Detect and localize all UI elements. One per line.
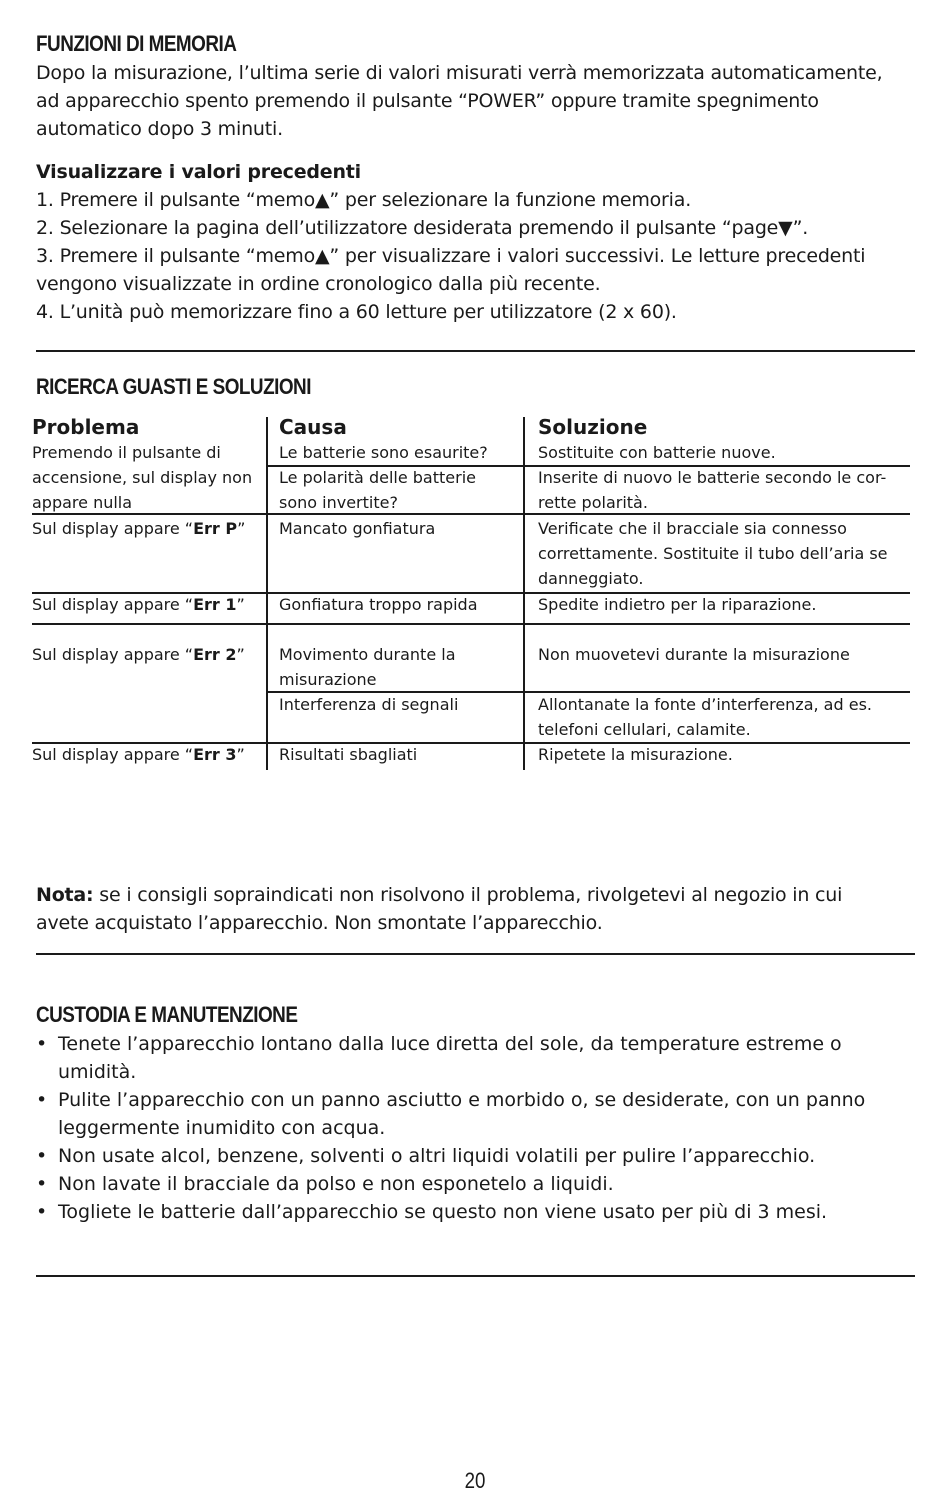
cell-text: ” xyxy=(237,519,246,538)
memory-step-line: 2. Selezionare la pagina dell’utilizzatore desiderata premendo il pulsante “page▼”. xyxy=(36,217,809,239)
memory-step-line: 1. Premere il pulsante “memo▲” per selezionare la funzione memoria. xyxy=(36,189,692,211)
memory-step-line: 4. L’unità può memorizzare fino a 60 letture per utilizzatore (2 x 60). xyxy=(36,301,677,323)
cell-line: Allontanate la fonte d’interferenza, ad es. xyxy=(538,695,872,714)
solution-cell xyxy=(538,465,886,515)
problem-cell xyxy=(32,440,252,515)
cell-line: rette polarità. xyxy=(538,493,648,512)
cell-text: Sul display appare “ xyxy=(32,519,194,538)
bullet-icon: • xyxy=(36,1145,48,1167)
troubleshooting-table xyxy=(32,415,912,770)
cell-line: sono invertite? xyxy=(279,493,398,512)
list-item xyxy=(36,1198,865,1226)
memory-intro-line: ad apparecchio spento premendo il pulsante “POWER” oppure tramite spegnimento xyxy=(36,90,819,112)
cause-cell: Mancato gonfiatura xyxy=(279,519,436,538)
list-item-line: Non usate alcol, benzene, solventi o altri liquidi volatili per pulire l’apparecchio. xyxy=(58,1145,816,1167)
list-item-line: Non lavate il bracciale da polso e non esponetelo a liquidi. xyxy=(58,1173,614,1195)
cell-text: ” xyxy=(236,745,245,764)
care-list xyxy=(36,1030,865,1226)
cell-line: telefoni cellulari, calamite. xyxy=(538,720,751,739)
memory-intro-line: Dopo la misurazione, l’ultima serie di valori misurati verrà memorizzata automaticamente, xyxy=(36,62,883,84)
section-divider xyxy=(36,953,915,955)
memory-heading: FUNZIONI DI MEMORIA xyxy=(36,31,237,56)
note-line: avete acquistato l’apparecchio. Non smontate l’apparecchio. xyxy=(36,912,603,934)
list-item-line: Pulite l’apparecchio con un panno asciutto e morbido o, se desiderate, con un panno xyxy=(58,1089,866,1111)
cell-text: Sul display appare “ xyxy=(32,595,194,614)
solution-cell: Non muovetevi durante la misurazione xyxy=(538,645,850,664)
cause-cell: Le batterie sono esaurite? xyxy=(279,443,488,462)
list-item xyxy=(36,1030,865,1086)
column-header-solution: Soluzione xyxy=(538,415,648,439)
row-divider xyxy=(32,623,910,625)
memory-steps xyxy=(36,158,916,326)
cell-line: Verificate che il bracciale sia connesso xyxy=(538,519,847,538)
list-item xyxy=(36,1170,865,1198)
list-item-line: Togliete le batterie dall’apparecchio se questo non viene usato per più di 3 mesi. xyxy=(58,1201,828,1223)
error-code: Err P xyxy=(193,519,238,538)
cell-text: Sul display appare “ xyxy=(32,745,194,764)
bullet-icon: • xyxy=(36,1173,48,1195)
note-line xyxy=(36,881,916,909)
memory-subheading: Visualizzare i valori precedenti xyxy=(36,161,361,183)
cell-text: Sul display appare “ xyxy=(32,645,194,664)
note-text: se i consigli sopraindicati non risolvono il problema, rivolgetevi al negozio in cui xyxy=(93,884,843,906)
cause-cell xyxy=(279,465,476,515)
error-code: Err 2 xyxy=(193,645,237,664)
list-item-line: umidità. xyxy=(58,1061,137,1083)
problem-cell xyxy=(32,742,245,767)
section-divider xyxy=(36,350,915,352)
bullet-icon: • xyxy=(36,1201,48,1223)
column-header-cause: Causa xyxy=(279,415,347,439)
cell-line: misurazione xyxy=(279,670,377,689)
cell-text: ” xyxy=(236,645,245,664)
solution-cell: Spedite indietro per la riparazione. xyxy=(538,595,817,614)
cell-text: ” xyxy=(236,595,245,614)
cause-cell: Gonfiatura troppo rapida xyxy=(279,595,478,614)
error-code: Err 1 xyxy=(193,595,237,614)
memory-step-line: 3. Premere il pulsante “memo▲” per visualizzare i valori successivi. Le letture precedenti xyxy=(36,245,866,267)
memory-intro-line: automatico dopo 3 minuti. xyxy=(36,118,283,140)
note-label: Nota: xyxy=(36,884,94,906)
column-divider xyxy=(523,417,525,770)
column-divider xyxy=(266,417,268,770)
bullet-icon: • xyxy=(36,1033,48,1055)
solution-cell: Ripetete la misurazione. xyxy=(538,745,733,764)
cause-cell: Interferenza di segnali xyxy=(279,695,459,714)
page-number: 20 xyxy=(464,1468,486,1493)
care-heading: CUSTODIA E MANUTENZIONE xyxy=(36,1002,298,1027)
cell-line: correttamente. Sostituite il tubo dell’aria se xyxy=(538,544,888,563)
list-item xyxy=(36,1142,865,1170)
list-item xyxy=(36,1086,865,1142)
cell-line: Movimento durante la xyxy=(279,645,456,664)
error-code: Err 3 xyxy=(193,745,237,764)
memory-intro xyxy=(36,59,916,143)
cell-line: Le polarità delle batterie xyxy=(279,468,476,487)
column-header-problem: Problema xyxy=(32,415,140,439)
problem-cell xyxy=(32,516,245,541)
solution-cell xyxy=(538,692,872,742)
problem-cell xyxy=(32,592,245,617)
solution-cell: Sostituite con batterie nuove. xyxy=(538,443,776,462)
troubleshooting-heading: RICERCA GUASTI E SOLUZIONI xyxy=(36,374,311,399)
solution-cell xyxy=(538,516,888,591)
cause-cell xyxy=(279,642,456,692)
cell-line: Premendo il pulsante di xyxy=(32,443,221,462)
list-item-line: Tenete l’apparecchio lontano dalla luce diretta del sole, da temperature estreme o xyxy=(58,1033,842,1055)
cell-line: Inserite di nuovo le batterie secondo le cor- xyxy=(538,468,887,487)
cell-line: danneggiato. xyxy=(538,569,644,588)
problem-cell xyxy=(32,642,245,667)
cause-cell: Risultati sbagliati xyxy=(279,745,418,764)
section-divider xyxy=(36,1275,915,1277)
cell-line: appare nulla xyxy=(32,493,133,512)
list-item-line: leggermente inumidito con acqua. xyxy=(58,1117,386,1139)
cell-line: accensione, sul display non xyxy=(32,468,253,487)
bullet-icon: • xyxy=(36,1089,48,1111)
note-paragraph xyxy=(36,881,916,937)
memory-step-line: vengono visualizzate in ordine cronologico dalla più recente. xyxy=(36,273,601,295)
